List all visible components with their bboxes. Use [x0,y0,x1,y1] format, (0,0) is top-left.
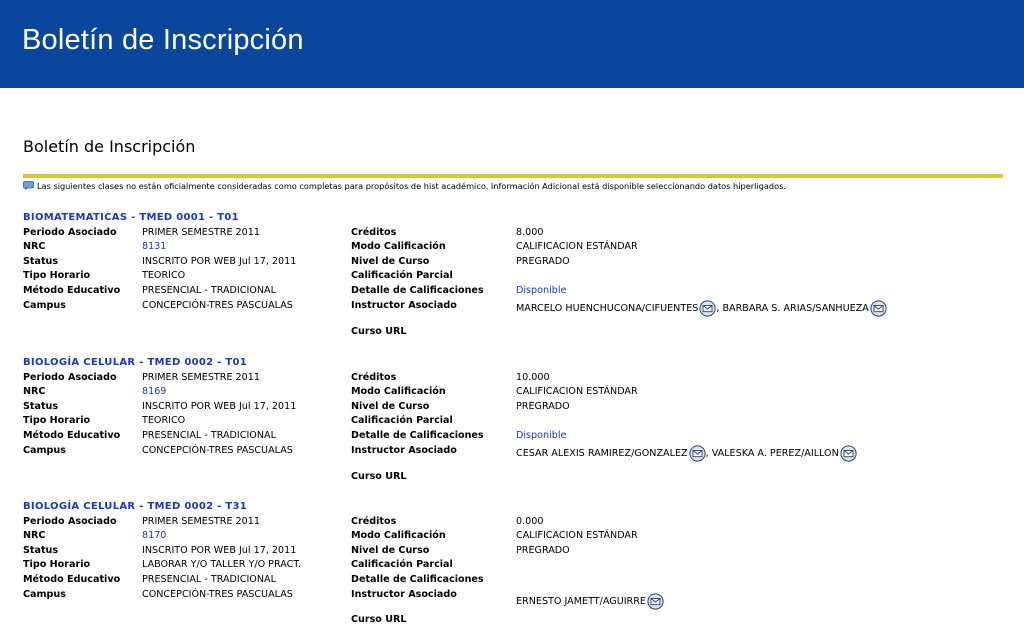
label-campus: Campus [23,445,66,456]
course-row [23,574,1003,588]
label-schedule-type: Tipo Horario [23,415,91,426]
label-method: Método Educativo [23,430,121,441]
label-partial-grade: Calificación Parcial [351,559,453,570]
label-partial-grade: Calificación Parcial [351,415,453,426]
instructor-list [516,593,664,610]
course-title: BIOMATEMATICAS - TMED 0001 - T01 [23,212,239,223]
course-row [23,445,1003,459]
value-status: INSCRITO POR WEB Jul 17, 2011 [142,401,297,412]
label-schedule-type: Tipo Horario [23,270,91,281]
course-row [23,516,1003,530]
label-partial-grade: Calificación Parcial [351,270,453,281]
label-credits: Créditos [351,227,397,238]
nrc-link[interactable]: 8169 [142,386,167,397]
banner-title: Boletín de Inscripción [22,24,304,56]
label-credits: Créditos [351,516,397,527]
email-envelope-icon[interactable] [870,300,887,317]
label-grade-detail: Detalle de Calificaciones [351,574,484,585]
course-row [23,285,1003,299]
course-row [23,256,1003,270]
value-schedule-type: TEORICO [142,270,186,281]
value-status: INSCRITO POR WEB Jul 17, 2011 [142,545,297,556]
label-nrc: NRC [23,530,46,541]
label-period: Periodo Asociado [23,516,117,527]
course-row [23,386,1003,400]
label-grade-detail: Detalle de Calificaciones [351,430,484,441]
instructor-name: CESAR ALEXIS RAMIREZ/GONZALEZ [516,448,688,459]
label-url: Curso URL [351,614,407,625]
value-campus: CONCEPCIÓN-TRES PASCUALAS [142,300,293,311]
label-status: Status [23,256,59,267]
course-row [23,300,1003,314]
course-block [23,501,1003,631]
email-envelope-icon[interactable] [699,300,716,317]
email-envelope-icon[interactable] [647,593,664,610]
label-nrc: NRC [23,241,46,252]
instructor-name: BARBARA S. ARIAS/SANHUEZA [722,303,869,314]
label-level: Nivel de Curso [351,256,430,267]
nrc-link[interactable]: 8170 [142,530,167,541]
course-row [23,401,1003,415]
value-status: INSCRITO POR WEB Jul 17, 2011 [142,256,297,267]
instructor-separator: , [705,448,712,459]
label-period: Periodo Asociado [23,372,117,383]
value-grade-mode: CALIFICACION ESTÁNDAR [516,386,638,397]
course-block [23,357,1003,487]
info-note-icon [23,181,34,190]
course-row [23,372,1003,386]
course-row [23,530,1003,544]
value-method: PRESENCIAL - TRADICIONAL [142,574,276,585]
info-text: Las siguientes clases no están oficialmente consideradas como completas para propósitos de hist académico. Información Adicional está disponible seleccionando datos hiperligados. [37,181,786,191]
value-level: PREGRADO [516,401,570,412]
course-row [23,545,1003,559]
value-grade-mode: CALIFICACION ESTÁNDAR [516,241,638,252]
value-credits: 8.000 [516,227,544,238]
instructor-list [516,300,887,317]
label-url: Curso URL [351,471,407,482]
label-nrc: NRC [23,386,46,397]
course-row [23,430,1003,444]
course-row [23,270,1003,284]
value-level: PREGRADO [516,256,570,267]
value-period: PRIMER SEMESTRE 2011 [142,227,260,238]
header-banner [0,0,1024,88]
page-title: Boletín de Inscripción [23,137,196,156]
instructor-separator: , [716,303,723,314]
label-method: Método Educativo [23,574,121,585]
course-block [23,212,1003,342]
info-message [23,181,786,191]
email-envelope-icon[interactable] [689,445,706,462]
course-row [23,589,1003,607]
course-row [23,326,1003,340]
label-instructor: Instructor Asociado [351,300,457,311]
value-schedule-type: LABORAR Y/O TALLER Y/O PRACT. [142,559,302,570]
course-row [23,471,1003,485]
label-grade-mode: Modo Calificación [351,530,446,541]
value-campus: CONCEPCIÓN-TRES PASCUALAS [142,445,293,456]
label-grade-mode: Modo Calificación [351,241,446,252]
label-instructor: Instructor Asociado [351,589,457,600]
label-grade-mode: Modo Calificación [351,386,446,397]
instructor-name: ERNESTO JAMETT/AGUIRRE [516,596,646,607]
value-period: PRIMER SEMESTRE 2011 [142,372,260,383]
course-row [23,415,1003,429]
label-instructor: Instructor Asociado [351,445,457,456]
label-schedule-type: Tipo Horario [23,559,91,570]
value-method: PRESENCIAL - TRADICIONAL [142,430,276,441]
label-campus: Campus [23,300,66,311]
label-campus: Campus [23,589,66,600]
label-level: Nivel de Curso [351,401,430,412]
label-grade-detail: Detalle de Calificaciones [351,285,484,296]
grade-detail-link[interactable]: Disponible [516,285,567,296]
course-row [23,559,1003,573]
grade-detail-link[interactable]: Disponible [516,430,567,441]
course-row [23,614,1003,628]
instructor-list [516,445,857,462]
course-title: BIOLOGÍA CELULAR - TMED 0002 - T31 [23,501,248,512]
label-url: Curso URL [351,326,407,337]
value-grade-mode: CALIFICACION ESTÁNDAR [516,530,638,541]
value-credits: 10.000 [516,372,550,383]
label-credits: Créditos [351,372,397,383]
value-credits: 0.000 [516,516,544,527]
label-status: Status [23,545,59,556]
value-campus: CONCEPCIÓN-TRES PASCUALAS [142,589,293,600]
label-method: Método Educativo [23,285,121,296]
course-row [23,227,1003,241]
label-level: Nivel de Curso [351,545,430,556]
instructor-name: MARCELO HUENCHUCONA/CIFUENTES [516,303,699,314]
value-level: PREGRADO [516,545,570,556]
value-schedule-type: TEORICO [142,415,186,426]
email-envelope-icon[interactable] [840,445,857,462]
divider-rule [23,174,1003,178]
instructor-name: VALESKA A. PEREZ/AILLON [711,448,839,459]
course-row [23,241,1003,255]
label-status: Status [23,401,59,412]
course-title: BIOLOGÍA CELULAR - TMED 0002 - T01 [23,357,248,368]
label-period: Periodo Asociado [23,227,117,238]
nrc-link[interactable]: 8131 [142,241,167,252]
value-method: PRESENCIAL - TRADICIONAL [142,285,276,296]
value-period: PRIMER SEMESTRE 2011 [142,516,260,527]
